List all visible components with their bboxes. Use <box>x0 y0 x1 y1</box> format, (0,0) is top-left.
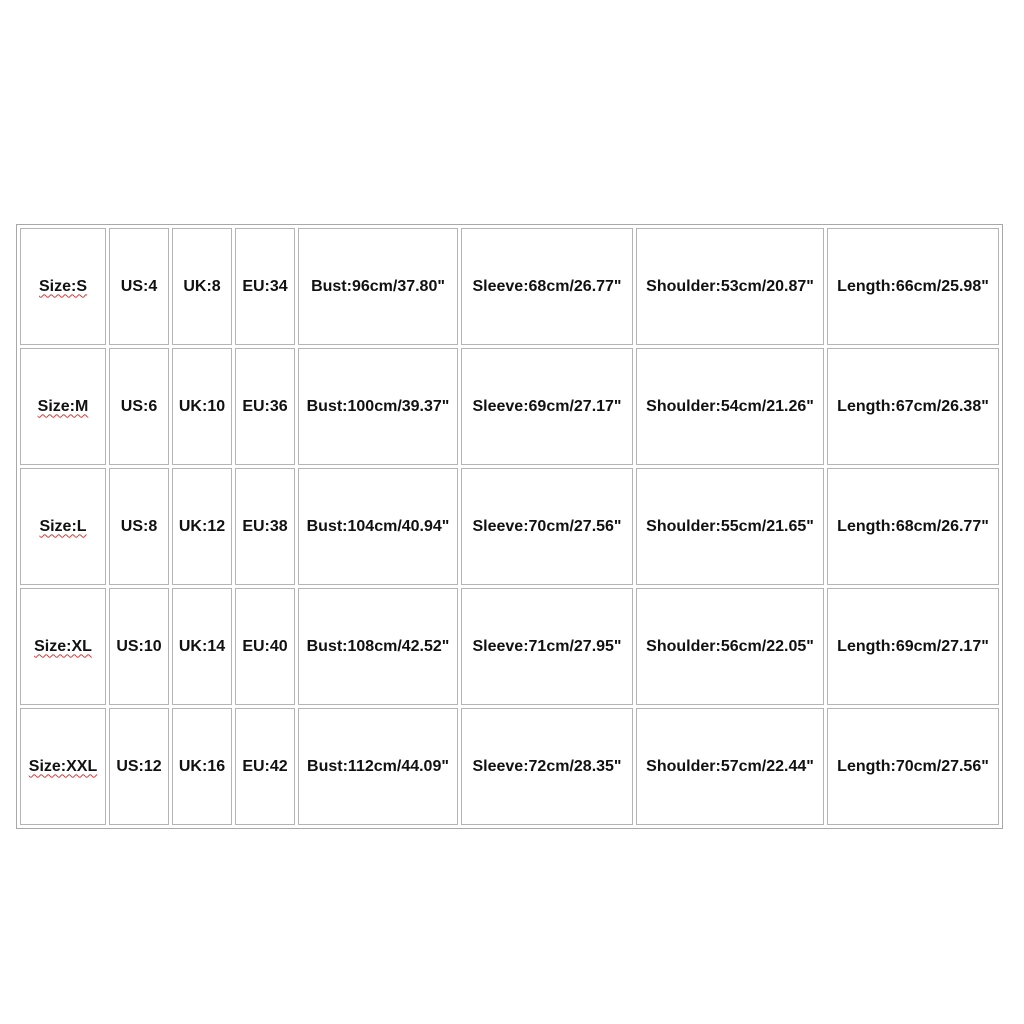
size-label: Size:S <box>38 277 87 295</box>
size-row-m <box>20 348 999 465</box>
size-chart-table <box>16 224 1003 829</box>
cell-eu: EU:36 <box>235 348 295 465</box>
size-label: Size:XL <box>34 637 92 655</box>
size-row-xxl <box>20 708 999 825</box>
cell-bust: Bust:96cm/37.80" <box>298 228 458 345</box>
cell-eu: EU:42 <box>235 708 295 825</box>
cell-size <box>20 348 106 465</box>
cell-sleeve: Sleeve:69cm/27.17" <box>461 348 633 465</box>
cell-size <box>20 708 106 825</box>
cell-shoulder: Shoulder:56cm/22.05" <box>636 588 824 705</box>
size-row-l <box>20 468 999 585</box>
size-row-xl <box>20 588 999 705</box>
cell-eu: EU:34 <box>235 228 295 345</box>
cell-bust: Bust:104cm/40.94" <box>298 468 458 585</box>
cell-shoulder: Shoulder:55cm/21.65" <box>636 468 824 585</box>
cell-uk: UK:8 <box>172 228 232 345</box>
cell-us: US:10 <box>109 588 169 705</box>
cell-length: Length:68cm/26.77" <box>827 468 999 585</box>
cell-uk: UK:10 <box>172 348 232 465</box>
cell-eu: EU:40 <box>235 588 295 705</box>
cell-length: Length:70cm/27.56" <box>827 708 999 825</box>
cell-uk: UK:12 <box>172 468 232 585</box>
size-label: Size:M <box>37 397 89 415</box>
cell-length: Length:69cm/27.17" <box>827 588 999 705</box>
cell-size <box>20 588 106 705</box>
cell-shoulder: Shoulder:53cm/20.87" <box>636 228 824 345</box>
cell-shoulder: Shoulder:54cm/21.26" <box>636 348 824 465</box>
cell-eu: EU:38 <box>235 468 295 585</box>
cell-length: Length:67cm/26.38" <box>827 348 999 465</box>
size-row-s <box>20 228 999 345</box>
cell-shoulder: Shoulder:57cm/22.44" <box>636 708 824 825</box>
cell-us: US:8 <box>109 468 169 585</box>
cell-bust: Bust:112cm/44.09" <box>298 708 458 825</box>
cell-bust: Bust:108cm/42.52" <box>298 588 458 705</box>
cell-sleeve: Sleeve:72cm/28.35" <box>461 708 633 825</box>
cell-size <box>20 228 106 345</box>
cell-us: US:6 <box>109 348 169 465</box>
cell-sleeve: Sleeve:71cm/27.95" <box>461 588 633 705</box>
size-label: Size:L <box>39 517 87 535</box>
cell-us: US:12 <box>109 708 169 825</box>
size-label: Size:XXL <box>28 757 98 775</box>
cell-uk: UK:14 <box>172 588 232 705</box>
cell-length: Length:66cm/25.98" <box>827 228 999 345</box>
cell-size <box>20 468 106 585</box>
cell-sleeve: Sleeve:68cm/26.77" <box>461 228 633 345</box>
cell-bust: Bust:100cm/39.37" <box>298 348 458 465</box>
cell-uk: UK:16 <box>172 708 232 825</box>
cell-us: US:4 <box>109 228 169 345</box>
cell-sleeve: Sleeve:70cm/27.56" <box>461 468 633 585</box>
